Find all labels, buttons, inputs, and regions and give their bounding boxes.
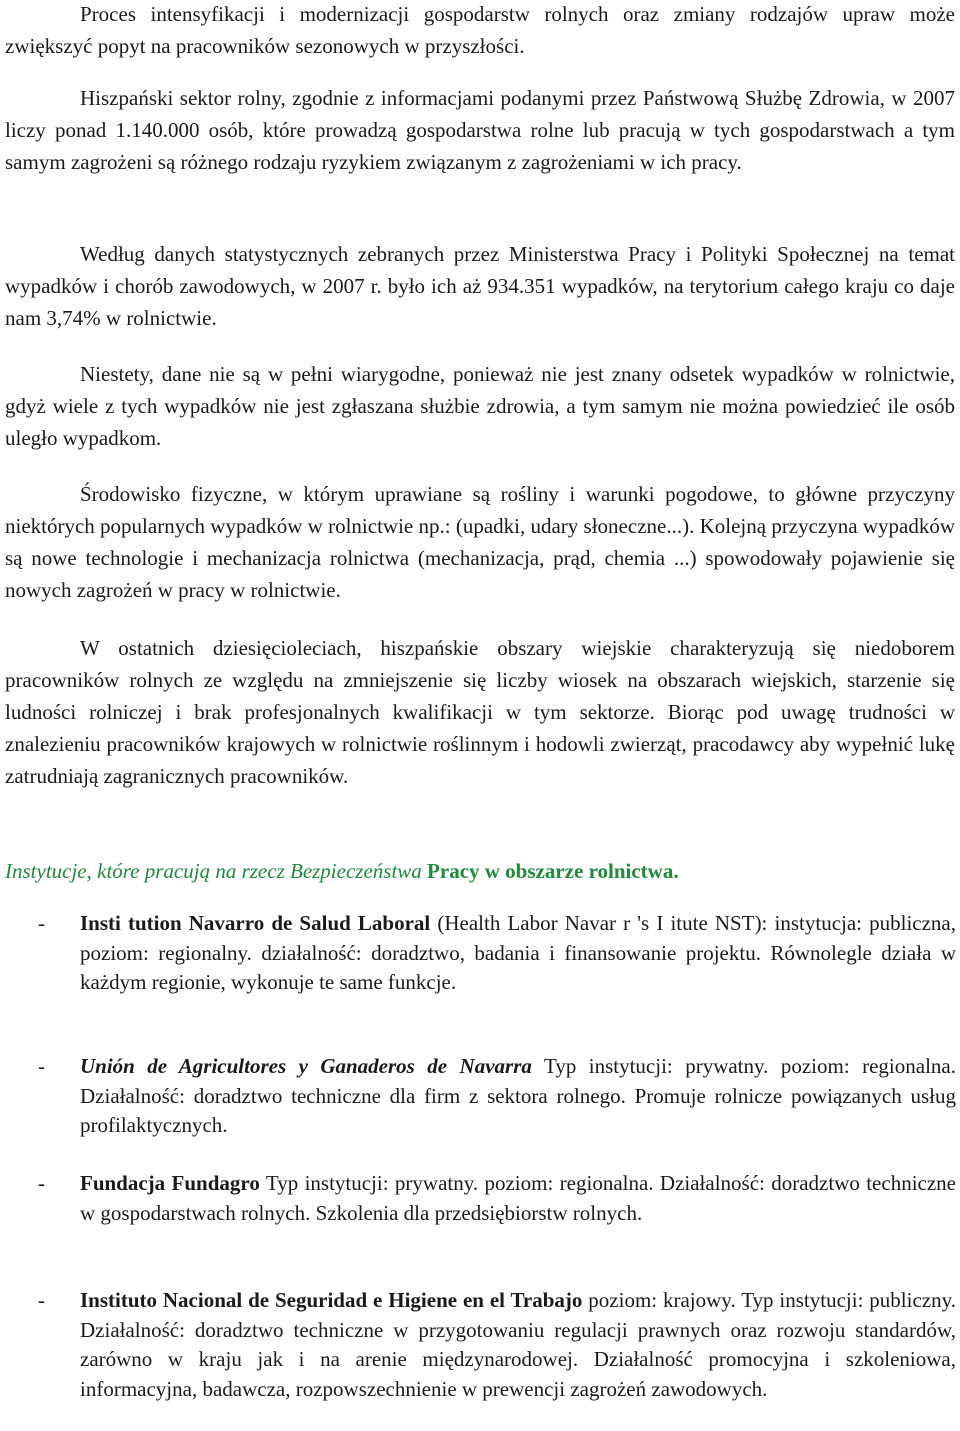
paragraph-unreliable-data: Niestety, dane nie są w pełni wiarygodne, ponieważ nie jest znany odsetek wypadków w rolnictwie, gdyż wiele z tych wypadków nie jest zgłaszana służbie zdrowia, a tym samym nie można powiedzieć ile osób uległo wypadkom. — [5, 362, 955, 450]
institution-name: Instituto Nacional de Seguridad e Higiene en el Trabajo — [80, 1288, 583, 1312]
list-item-body — [80, 909, 956, 998]
paragraph-intensification: Proces intensyfikacji i modernizacji gospodarstw rolnych oraz zmiany rodzajów upraw może zwiększyć popyt na pracowników sezonowych w przyszłości. — [5, 2, 955, 58]
list-dash: - — [38, 1288, 45, 1312]
heading-bold-part: Pracy w obszarze rolnictwa. — [421, 859, 679, 883]
paragraph-spanish-agri-sector: Hiszpański sektor rolny, zgodnie z informacjami podanymi przez Państwową Służbę Zdrowia, w 2007 liczy ponad 1.140.000 osób, które prowadzą gospodarstwa rolne lub pracują w tych gospodarstwach a tym samym zagrożeni są różnego rodzaju ryzykiem związanym z zagrożeniami w ich pracy. — [5, 86, 955, 174]
list-item-body — [80, 1169, 956, 1228]
institution-description: poziom: krajowy. Typ instytucji: publiczny. Działalność: doradztwo techniczne w przygotowaniu regulacji prawnych oraz rozwoju standardów, zarówno w kraju jak i na arenie międzynarodowej. Działalność promocyjna i szkoleniowa, informacyjna, badawcza, rozpowszechnienie w prewencji zagrożeń zawodowych. — [80, 1288, 956, 1401]
institution-description: (Health Labor Navar r 's I itute NST): instytucja: publiczna, poziom: regionalny. działalność: doradztwo, badania i finansowanie projektu. Równolegle działa w każdym regionie, wykonuje te same funkcje. — [80, 911, 956, 994]
list-dash: - — [38, 1054, 45, 1078]
list-dash: - — [38, 1171, 45, 1195]
section-heading-institutions — [5, 855, 955, 887]
list-item-body — [80, 1052, 956, 1141]
heading-italic-part: Instytucje, które pracują na rzecz Bezpieczeństwa — [5, 859, 422, 883]
institution-name: Insti tution Navarro de Salud Laboral — [80, 911, 431, 935]
institution-description: Typ instytucji: prywatny. poziom: regionalna. Działalność: doradztwo techniczne w gospodarstwach rolnych. Szkolenia dla przedsiębiorstw rolnych. — [80, 1171, 956, 1225]
paragraph-accident-statistics: Według danych statystycznych zebranych przez Ministerstwa Pracy i Polityki Społecznej na temat wypadków i chorób zawodowych, w 2007 r. było ich aż 934.351 wypadków, na terytorium całego kraju co daje nam 3,74% w rolnictwie. — [5, 242, 955, 330]
institution-description: Typ instytucji: prywatny. poziom: regionalna. Działalność: doradztwo techniczne dla firm z sektora rolnego. Promuje rolnicze powiązanych usług profilaktycznych. — [80, 1054, 956, 1137]
institution-name: Fundacja Fundagro — [80, 1171, 260, 1195]
list-item-body — [80, 1286, 956, 1404]
paragraph-accident-causes: Środowisko fizyczne, w którym uprawiane są rośliny i warunki pogodowe, to główne przyczyny niektórych popularnych wypadków w rolnictwie np.: (upadki, udary słoneczne...). Kolejną przyczyna wypadków są nowe technologie i mechanizacja rolnictwa (mechanizacja, prąd, chemia ...) spowodowały pojawienie się nowych zagrożeń w pracy w rolnictwie. — [5, 482, 955, 602]
list-dash: - — [38, 911, 45, 935]
paragraph-labor-shortage: W ostatnich dziesięcioleciach, hiszpańskie obszary wiejskie charakteryzują się niedoborem pracowników rolnych ze względu na zmniejszenie się liczby wiosek na obszarach wiejskich, starzenie się ludności rolniczej i brak profesjonalnych kwalifikacji w tym sektorze. Biorąc pod uwagę trudności w znalezieniu pracowników krajowych w rolnictwie roślinnym i hodowli zwierząt, pracodawcy aby wypełnić lukę zatrudniają zagranicznych pracowników. — [5, 636, 955, 788]
institution-name: Unión de Agricultores y Ganaderos de Navarra — [80, 1054, 532, 1078]
